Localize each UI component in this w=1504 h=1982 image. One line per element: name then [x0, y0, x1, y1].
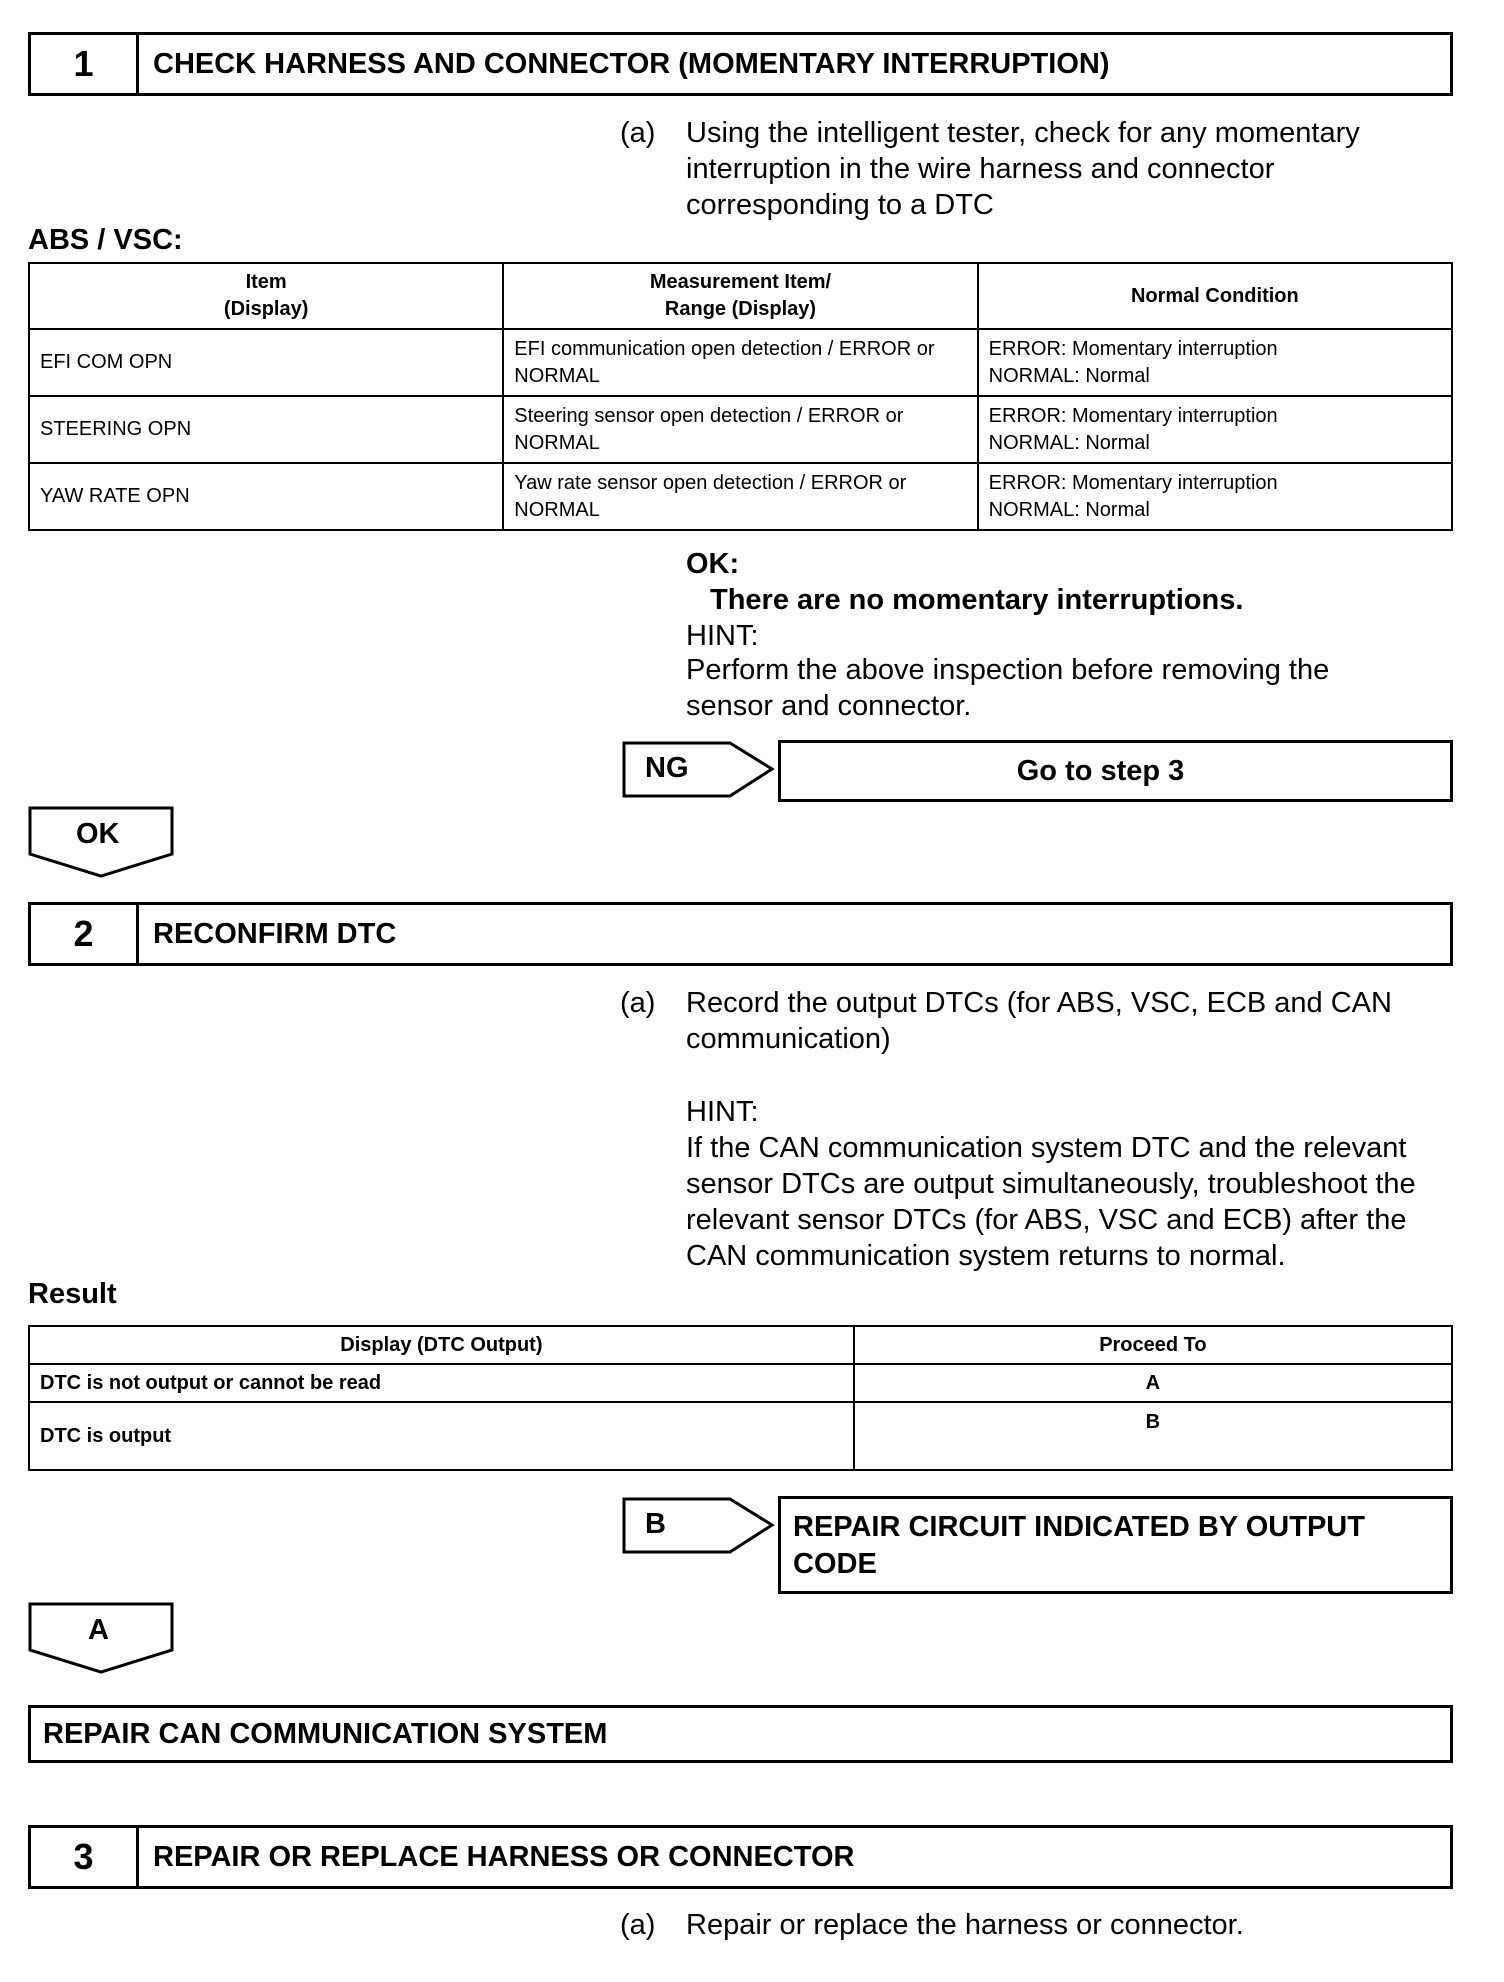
table-cell: DTC is not output or cannot be read	[29, 1364, 854, 1402]
instruction-text: Record the output DTCs (for ABS, VSC, ECB and CAN communication)	[686, 987, 1392, 1055]
step-3-header	[28, 1825, 1453, 1889]
table-cell: ERROR: Momentary interruption NORMAL: Normal	[978, 463, 1452, 530]
step-title: CHECK HARNESS AND CONNECTOR (MOMENTARY INTERRUPTION)	[153, 47, 1110, 80]
repair-can-box	[28, 1705, 1453, 1763]
step-title: REPAIR OR REPLACE HARNESS OR CONNECTOR	[153, 1840, 855, 1873]
table-header: Measurement Item/ Range (Display)	[503, 263, 977, 329]
repair-circuit-box	[778, 1496, 1453, 1594]
ok-label: OK:	[686, 548, 740, 580]
table-row	[29, 1402, 1452, 1470]
table-cell: A	[854, 1364, 1452, 1402]
table-row	[29, 329, 1452, 396]
table-cell: Yaw rate sensor open detection / ERROR or NORMAL	[503, 463, 977, 530]
table-cell: DTC is output	[29, 1402, 854, 1470]
b-label: B	[645, 1508, 666, 1540]
table-row	[29, 396, 1452, 463]
step-2-header	[28, 902, 1453, 966]
instruction-marker: (a)	[620, 117, 656, 149]
table-row	[29, 463, 1452, 530]
abs-vsc-table	[28, 262, 1453, 531]
table-row	[29, 1364, 1452, 1402]
instruction-marker: (a)	[620, 1909, 656, 1941]
go-to-step-3-box	[778, 740, 1453, 802]
a-arrow-label: A	[88, 1614, 109, 1646]
table-cell: STEERING OPN	[29, 396, 503, 463]
step-number: 1	[31, 35, 139, 93]
table-cell: ERROR: Momentary interruption NORMAL: Normal	[978, 329, 1452, 396]
result-heading: Result	[28, 1278, 117, 1310]
b-action: REPAIR CIRCUIT INDICATED BY OUTPUT CODE	[793, 1511, 1365, 1580]
repair-can-text: REPAIR CAN COMMUNICATION SYSTEM	[43, 1717, 608, 1750]
result-table	[28, 1325, 1453, 1471]
instruction-text: Repair or replace the harness or connector.	[686, 1909, 1244, 1941]
table-header: Proceed To	[854, 1326, 1452, 1364]
table-cell: EFI COM OPN	[29, 329, 503, 396]
hint-text: If the CAN communication system DTC and the relevant sensor DTCs are output simultaneously, troubleshoot the relevant sensor DTCs (for ABS, VSC and ECB) after the CAN communication system returns to normal.	[686, 1132, 1416, 1272]
table-cell: ERROR: Momentary interruption NORMAL: Normal	[978, 396, 1452, 463]
table-header: Normal Condition	[978, 263, 1452, 329]
table-cell: B	[854, 1402, 1452, 1470]
ng-label: NG	[645, 752, 689, 784]
hint-label: HINT:	[686, 1096, 759, 1128]
instruction-text: Using the intelligent tester, check for any momentary interruption in the wire harness and connector corresponding to a DTC	[686, 117, 1360, 221]
ok-arrow-label: OK	[76, 818, 120, 850]
table-cell: Steering sensor open detection / ERROR or NORMAL	[503, 396, 977, 463]
table-header: Item (Display)	[29, 263, 503, 329]
table-header: Display (DTC Output)	[29, 1326, 854, 1364]
ok-text: There are no momentary interruptions.	[710, 584, 1244, 616]
table-cell: EFI communication open detection / ERROR or NORMAL	[503, 329, 977, 396]
hint-text: Perform the above inspection before removing the sensor and connector.	[686, 654, 1330, 722]
instruction-marker: (a)	[620, 987, 656, 1019]
table-heading: ABS / VSC:	[28, 224, 183, 256]
hint-label: HINT:	[686, 620, 759, 652]
ng-action: Go to step 3	[1016, 754, 1185, 787]
step-number: 2	[31, 905, 139, 963]
step-1-header	[28, 32, 1453, 96]
table-cell: YAW RATE OPN	[29, 463, 503, 530]
step-title: RECONFIRM DTC	[153, 917, 397, 950]
step-number: 3	[31, 1828, 139, 1886]
